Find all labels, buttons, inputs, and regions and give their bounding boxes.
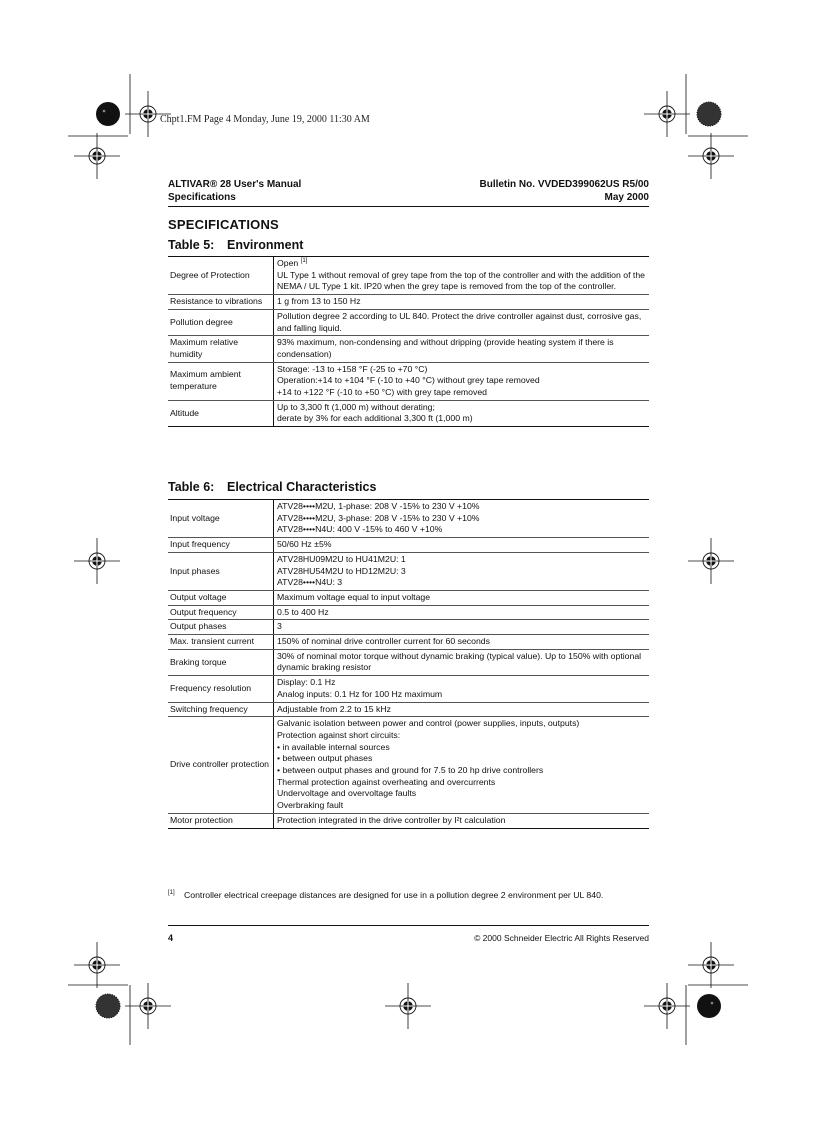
- table-row: [168, 717, 649, 814]
- table5-title: [168, 238, 303, 252]
- value-line: ATV28HU09M2U to HU41M2U: 1: [277, 553, 406, 564]
- row-label: Switching frequency: [168, 702, 274, 717]
- row-label: Maximum relative humidity: [168, 336, 274, 362]
- value-line: derate by 3% for each additional 3,300 ft (1,000 m): [277, 413, 473, 424]
- row-label: Pollution degree: [168, 309, 274, 335]
- page-number: 4: [168, 933, 174, 943]
- row-label: Input voltage: [168, 500, 274, 538]
- row-value: [274, 702, 650, 717]
- value-line: • between output phases and ground for 7.5 to 20 hp drive controllers: [277, 765, 544, 776]
- table-row: [168, 605, 649, 620]
- table-row: [168, 552, 649, 590]
- registration-target-icon: [125, 983, 171, 1029]
- registration-target-icon: [688, 133, 734, 179]
- value-line: Operation:+14 to +104 °F (-10 to +40 °C) without grey tape removed: [277, 375, 540, 386]
- table6-electrical: [168, 500, 649, 829]
- value-line: • between output phases: [277, 753, 373, 764]
- value-line: Undervoltage and overvoltage faults: [277, 788, 417, 799]
- table-row: [168, 635, 649, 650]
- value-line: 1 g from 13 to 150 Hz: [277, 296, 361, 307]
- row-label: Max. transient current: [168, 635, 274, 650]
- row-value: [274, 717, 650, 814]
- footnote: [168, 890, 649, 902]
- row-label: Input frequency: [168, 538, 274, 553]
- row-value: [274, 400, 650, 426]
- section-title: SPECIFICATIONS: [168, 217, 279, 232]
- registration-target-icon: [385, 983, 431, 1029]
- registration-target-icon: [644, 91, 690, 137]
- value-line: Overbraking fault: [277, 800, 344, 811]
- crop-mark-top-right: [686, 74, 748, 136]
- value-line: Protection integrated in the drive controller by I²t calculation: [277, 814, 506, 825]
- value-line: • in available internal sources: [277, 741, 390, 752]
- table-row: [168, 257, 649, 295]
- row-label: Output phases: [168, 620, 274, 635]
- table-row: [168, 538, 649, 553]
- table-row: [168, 400, 649, 426]
- row-value: [274, 605, 650, 620]
- row-label: Frequency resolution: [168, 676, 274, 702]
- table6-number: Table 6:: [168, 480, 215, 494]
- table5-number: Table 5:: [168, 238, 215, 252]
- value-line: Adjustable from 2.2 to 15 kHz: [277, 703, 391, 714]
- header-rule: [168, 206, 649, 207]
- bulletin-number: Bulletin No. VVDED399062US R5/00: [479, 179, 649, 190]
- table5-environment: [168, 257, 649, 427]
- row-value: [274, 635, 650, 650]
- registration-target-icon: [688, 942, 734, 988]
- table-row: [168, 309, 649, 335]
- row-label: Motor protection: [168, 813, 274, 828]
- copyright: © 2000 Schneider Electric All Rights Reserved: [474, 933, 649, 943]
- table-row: [168, 813, 649, 828]
- table-row: [168, 702, 649, 717]
- value-line: Maximum voltage equal to input voltage: [277, 591, 431, 602]
- chapter-name: Specifications: [168, 192, 236, 203]
- registration-target-icon: [74, 538, 120, 584]
- row-value: [274, 552, 650, 590]
- row-value: [274, 500, 650, 538]
- value-line: 150% of nominal drive controller current for 60 seconds: [277, 636, 490, 647]
- footnote-text: Controller electrical creepage distances are designed for use in a pollution degree 2 environment per UL 840.: [184, 890, 604, 900]
- crop-mark-top-left: [68, 74, 130, 136]
- registration-target-icon: [74, 942, 120, 988]
- bulletin-date: May 2000: [604, 192, 649, 203]
- value-line: 93% maximum, non-condensing and without dripping (provide heating system if there is condensation): [277, 337, 614, 359]
- running-header-left: [168, 178, 301, 204]
- table5-name: Environment: [227, 238, 304, 252]
- value-line: ATV28••••N4U: 3: [277, 577, 343, 588]
- value-line: Up to 3,300 ft (1,000 m) without derating;: [277, 401, 435, 412]
- row-value: [274, 649, 650, 675]
- value-line: 0.5 to 400 Hz: [277, 606, 329, 617]
- registration-target-icon: [688, 538, 734, 584]
- table-row: [168, 336, 649, 362]
- value-line: 3: [277, 621, 282, 632]
- row-value: [274, 257, 650, 295]
- row-label: Output frequency: [168, 605, 274, 620]
- value-line: ATV28••••M2U, 3-phase: 208 V -15% to 230 V +10%: [277, 512, 480, 523]
- table-row: [168, 295, 649, 310]
- manual-title: ALTIVAR® 28 User's Manual: [168, 179, 302, 190]
- value-line: Thermal protection against overheating and overcurrents: [277, 776, 496, 787]
- table-row: [168, 362, 649, 400]
- registration-target-icon: [74, 133, 120, 179]
- row-value: [274, 538, 650, 553]
- value-line: ATV28••••M2U, 1-phase: 208 V -15% to 230 V +10%: [277, 501, 480, 511]
- row-label: Braking torque: [168, 649, 274, 675]
- table-row: [168, 649, 649, 675]
- row-value: [274, 590, 650, 605]
- row-value: [274, 309, 650, 335]
- value-line: Display: 0.1 Hz: [277, 677, 336, 688]
- value-line: Galvanic isolation between power and control (power supplies, inputs, outputs): [277, 718, 580, 729]
- value-line: Open [1]: [277, 258, 308, 268]
- row-label: Maximum ambient temperature: [168, 362, 274, 400]
- table6-title: [168, 480, 376, 494]
- value-line: 50/60 Hz ±5%: [277, 539, 332, 550]
- row-value: [274, 336, 650, 362]
- table-row: [168, 620, 649, 635]
- table6-name: Electrical Characteristics: [227, 480, 377, 494]
- value-line: +14 to +122 °F (-10 to +50 °C) with grey tape removed: [277, 387, 488, 398]
- crop-mark-bottom-left: [68, 985, 130, 1045]
- value-line: Pollution degree 2 according to UL 840. Protect the drive controller against dust, corrosive gas, and falling liquid.: [277, 310, 642, 333]
- value-line: UL Type 1 without removal of grey tape from the top of the controller and with the addition of the NEMA / UL Type 1 kit. IP20 when the grey tape is removed from the top of the controller.: [277, 269, 645, 292]
- row-label: Output voltage: [168, 590, 274, 605]
- value-line: Analog inputs: 0.1 Hz for 100 Hz maximum: [277, 688, 443, 699]
- table-row: [168, 676, 649, 702]
- row-value: [274, 362, 650, 400]
- print-slug: Chpt1.FM Page 4 Monday, June 19, 2000 11:30 AM: [160, 114, 370, 125]
- value-line: 30% of nominal motor torque without dynamic braking (typical value). Up to 150% with optional dynamic braking resistor: [277, 650, 642, 673]
- footnote-mark: [1]: [168, 890, 175, 897]
- crop-mark-bottom-right: [686, 985, 748, 1045]
- row-value: [274, 295, 650, 310]
- table-row: [168, 500, 649, 538]
- row-label: Altitude: [168, 400, 274, 426]
- value-line: ATV28••••N4U: 400 V -15% to 460 V +10%: [277, 524, 443, 535]
- value-line: ATV28HU54M2U to HD12M2U: 3: [277, 565, 406, 576]
- row-label: Drive controller protection: [168, 717, 274, 814]
- row-value: [274, 813, 650, 828]
- row-label: Degree of Protection: [168, 257, 274, 295]
- value-line: Protection against short circuits:: [277, 729, 401, 740]
- row-label: Resistance to vibrations: [168, 295, 274, 310]
- row-label: Input phases: [168, 552, 274, 590]
- running-header-right: [479, 178, 649, 204]
- footnote-ref: [1]: [300, 258, 308, 265]
- table-row: [168, 590, 649, 605]
- footer-rule: [168, 925, 649, 926]
- value-line: Storage: -13 to +158 °F (-25 to +70 °C): [277, 363, 428, 374]
- row-value: [274, 676, 650, 702]
- registration-target-icon: [644, 983, 690, 1029]
- row-value: [274, 620, 650, 635]
